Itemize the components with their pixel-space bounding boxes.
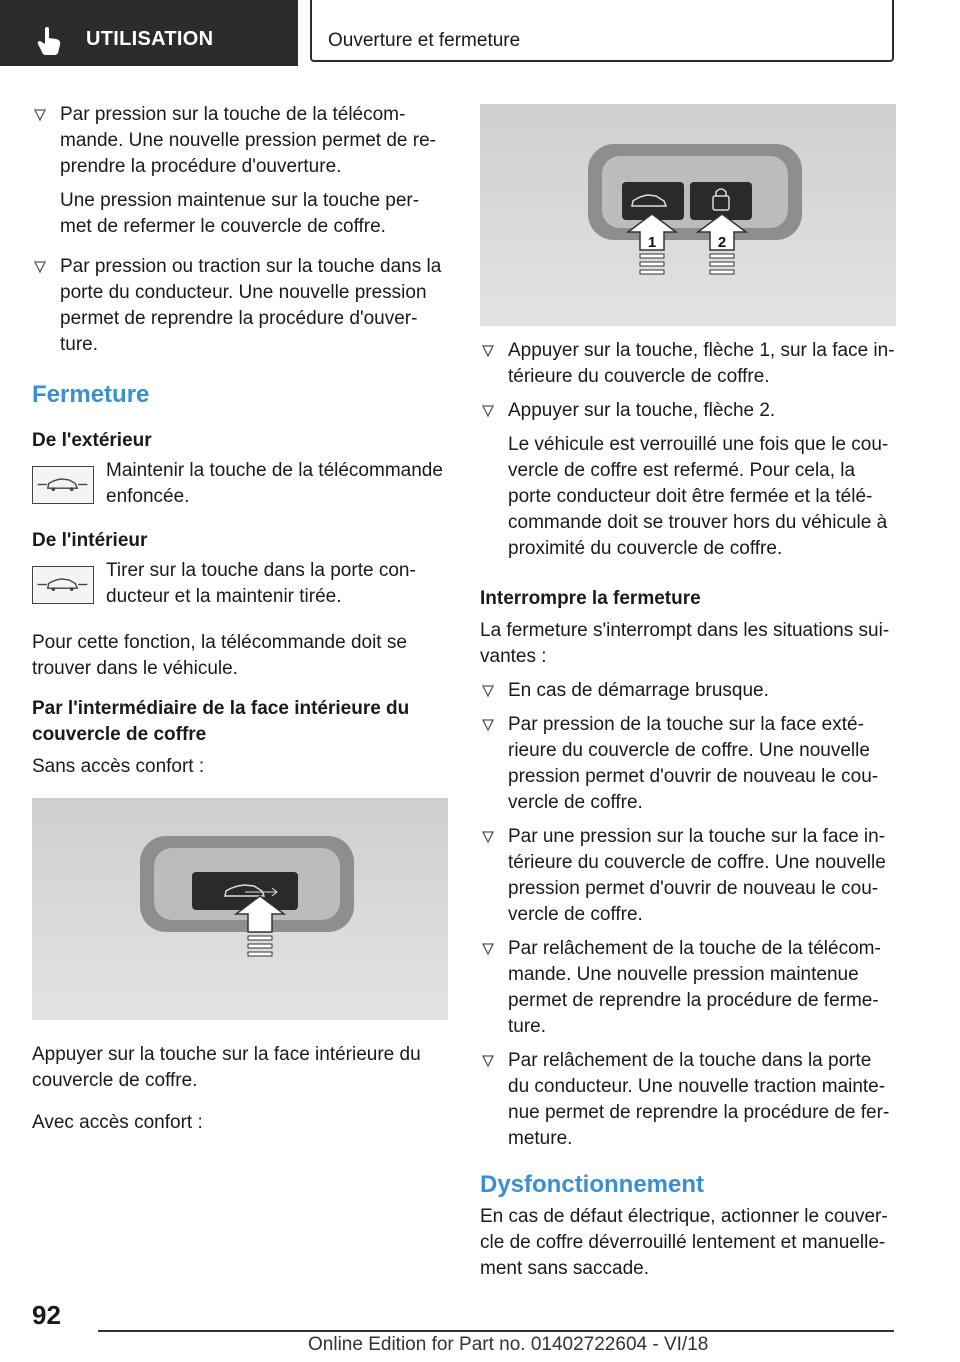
list-item-continuation: Une pression maintenue sur la touche per-met de refermer le couvercle de coffre. — [60, 190, 420, 237]
list-item-text: Par pression de la touche sur la face exté-rieure du couvercle de coffre. Une nouvelle pression permet d'ouvrir de nouveau le cou-vercle de coffre. — [508, 714, 879, 813]
door-trunk-key-icon — [32, 566, 94, 604]
subsection-tab[interactable] — [310, 0, 894, 62]
triangle-bullet-icon — [34, 109, 46, 121]
trunk-button-photo-double — [480, 104, 896, 326]
list-item-text: Appuyer sur la touche, flèche 1, sur la face in-térieure du couvercle de coffre. — [508, 340, 895, 387]
exterieur-text: Maintenir la touche de la télécommande enfoncée. — [106, 460, 443, 507]
section-title: UTILISATION — [86, 28, 214, 50]
triangle-bullet-icon — [482, 345, 494, 357]
section-tab[interactable] — [0, 0, 298, 66]
list-item-text: Par une pression sur la touche sur la face in-térieure du couvercle de coffre. Une nouvelle pression permet d'ouvrir de nouveau le cou-vercle de coffre. — [508, 826, 886, 925]
list-item — [480, 712, 896, 816]
list-item — [480, 936, 896, 1040]
trunk-button-photo-single — [32, 798, 448, 1020]
subheading-interieur: De l'intérieur — [32, 530, 148, 551]
dysfonction-text: En cas de défaut électrique, actionner le couver-cle de coffre déverrouillé lentement et manuelle-ment sans saccade. — [480, 1206, 888, 1279]
triangle-bullet-icon — [482, 405, 494, 417]
triangle-bullet-icon — [482, 1055, 494, 1067]
footer-divider — [98, 1330, 894, 1332]
list-item-text: Par relâchement de la touche dans la porte du conducteur. Une nouvelle traction mainte-nue permet de reprendre la procédure de fer-meture. — [508, 1050, 890, 1149]
list-item — [32, 102, 448, 240]
photo-caption: Appuyer sur la touche sur la face intérieure du couvercle de coffre. — [32, 1044, 421, 1091]
avec-acces-label: Avec accès confort : — [32, 1112, 203, 1133]
list-item-text: En cas de démarrage brusque. — [508, 680, 769, 701]
page-number: 92 — [32, 1300, 61, 1330]
list-item-text: Par relâchement de la touche de la télécom-mande. Une nouvelle pression maintenue permet de reprendre la procédure de ferme-ture. — [508, 938, 881, 1037]
remote-note: Pour cette fonction, la télécommande doit se trouver dans le véhicule. — [32, 632, 407, 679]
interrompre-intro: La fermeture s'interrompt dans les situations sui-vantes : — [480, 620, 890, 667]
list-item-text: Par pression sur la touche de la télécom-mande. Une nouvelle pression permet de re-prendre la procédure d'ouverture. — [60, 104, 436, 177]
list-item-text: Par pression ou traction sur la touche dans la porte du conducteur. Une nouvelle pression permet de reprendre la procédure d'ouver-ture. — [60, 256, 442, 355]
list-item — [480, 678, 896, 704]
photo-label-2: 2 — [717, 234, 727, 251]
list-item-text: Appuyer sur la touche, flèche 2. — [508, 400, 776, 421]
triangle-bullet-icon — [482, 685, 494, 697]
list-item — [480, 338, 896, 390]
sans-acces-label: Sans accès confort : — [32, 756, 205, 777]
subheading-face-interieure: Par l'intermédiaire de la face intérieure du couvercle de coffre — [32, 698, 410, 745]
list-item-continuation: Le véhicule est verrouillé une fois que le cou-vercle de coffre est refermé. Pour cela, la porte conducteur doit être fermée et la télé-commande doit se trouver hors du véhicule à proximité du couvercle de coffre. — [508, 434, 889, 559]
photo-label-1: 1 — [647, 234, 657, 251]
interieur-text: Tirer sur la touche dans la porte con-ducteur et la maintenir tirée. — [106, 560, 416, 607]
right-column — [480, 104, 896, 1282]
subheading-interrompre: Interrompre la fermeture — [480, 588, 701, 609]
footer-edition: Online Edition for Part no. 01402722604 - VI/18 — [308, 1334, 709, 1355]
triangle-bullet-icon — [482, 719, 494, 731]
list-item — [480, 824, 896, 928]
list-item — [480, 1048, 896, 1152]
subsection-title: Ouverture et fermeture — [328, 30, 521, 51]
page-header — [0, 0, 960, 66]
triangle-bullet-icon — [482, 943, 494, 955]
remote-trunk-key-icon — [32, 466, 94, 504]
subheading-exterieur: De l'extérieur — [32, 430, 152, 451]
hand-pointer-icon — [36, 26, 62, 56]
list-item — [32, 254, 448, 358]
remote-key-row — [32, 458, 448, 514]
list-item — [480, 398, 896, 562]
heading-fermeture: Fermeture — [32, 381, 150, 408]
heading-dysfonctionnement: Dysfonctionnement — [480, 1171, 705, 1198]
triangle-bullet-icon — [482, 831, 494, 843]
door-key-row — [32, 558, 448, 614]
triangle-bullet-icon — [34, 261, 46, 273]
left-column — [32, 100, 448, 1136]
